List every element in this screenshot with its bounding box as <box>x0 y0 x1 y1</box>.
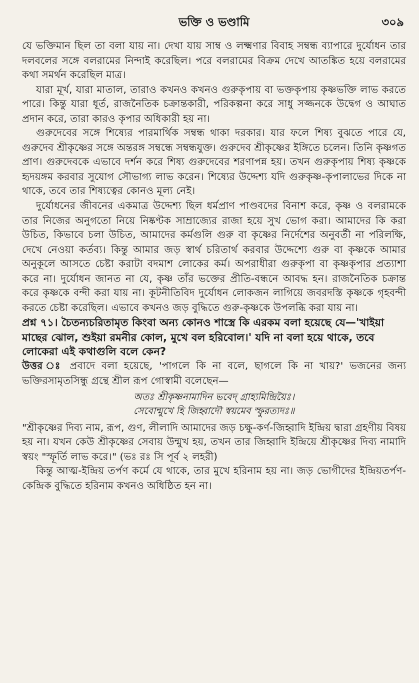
paragraph-1: যে ভক্তিমান ছিল তা বলা যায় না। দেখা যায় সাম্ব ও লক্ষ্মণার বিবাহ সম্বন্ধ ব্যাপারে দুর্যোধন তার দলবলের সঙ্গে বলরামের নিন্দাই করেছিল। পরে বলরামের বিক্রম দেখে আতঙ্কিত হয়ে বলরামের কথা সমর্থন করেছিল মাত্র। <box>22 41 406 82</box>
paragraph-3: গুরুদেবের সঙ্গে শিষ্যের পারমার্থিক সম্বন্ধ থাকা দরকার। যার ফলে শিষ্য বুঝতে পারে যে, গুরুদেব শ্রীকৃষ্ণের সঙ্গে অন্তরঙ্গ সম্বন্ধে সম্বন্ধযুক্ত। গুরুদেব শ্রীকৃষ্ণের ইঙ্গিতে চলেন। তিনি কৃষ্ণগত প্রাণ। গুরুদেবকে এভাবে দর্শন করে শিষ্য গুরুদেবের শরণাপন্ন হয়। তখন গুরুকৃপায় শিষ্য কৃষ্ণকে হৃদয়ঙ্গম করবার সুযোগ সৌভাগ্য লাভ করেন। শিষ্যের উদ্দেশ্য যদি গুরুকৃষ্ণ-কৃপালাভের দিকে না থাকে, তবে তার শিষ্যত্বের কোনও মূল্য নেই। <box>22 128 406 198</box>
page-body <box>22 40 406 494</box>
verse-explanation: "শ্রীকৃষ্ণের দিব্য নাম, রূপ, গুণ, লীলাদি আমাদের জড় চক্ষু-কর্ণ-জিহ্বাদি ইন্দ্রিয় দ্বারা গ্রহণীয় বিষয় হয় না। যখন কেউ শ্রীকৃষ্ণের সেবায় উন্মুখ হয়, তখন তার জিহ্বাদি ইন্দ্রিয়ে শ্রীকৃষ্ণের দিব্য নামাদি স্বয়ং "স্ফূর্তি লাভ করে।" (ভঃ রঃ সি পূর্ব ২ লহরী) <box>22 422 406 463</box>
answer-text: প্রবাদে বলা হয়েছে, 'পাগলে কি না বলে, ছাগলে কি না খায়?' ভজনের জন্য ভক্তিরসামৃতসিন্ধু গ্রন্থে শ্রীল রূপ গোস্বামী বলেছেন— <box>22 361 406 387</box>
page-number: ৩০৯ <box>381 15 404 29</box>
page-header <box>22 14 406 32</box>
verse-line-2: সেবোন্মুখে হি জিহ্বাদৌ স্বয়মেব স্ফুরত্যদঃ॥ <box>133 406 295 418</box>
answer-paragraph <box>22 360 406 389</box>
running-title: ভক্তি ও ভণ্ডামি <box>178 15 250 29</box>
paragraph-4: দুর্যোধনের জীবনের একমাত্র উদ্দেশ্য ছিল ধর্মপ্রাণ পাণ্ডবদের বিনাশ করে, কৃষ্ণ ও বলরামকে তার নিজের অনুগতো নিয়ে নিষ্কণ্টক সাম্রাজ্যের রাজা হয়ে সুখ ভোগ করা। আমাদের কি করা উচিত, কিভাবে চলা উচিত, আমাদের কর্মগুলি গুরু বা কৃষ্ণের নির্দেশের অনুবর্তী না পরিলক্ষি, দেখে নেওয়া কর্তব্য। কিন্তু আমার জড় স্বার্থ চরিতার্থ করবার উদ্দেশ্যে গুরু বা কৃষ্ণকে আমার অনুকূলে আসতে চেষ্টা করাটা বদমাশ লোকের কর্ম। অপরাধীরা গুরুকৃপা বা কৃষ্ণকৃপার প্রত্যাশা করে না। দুর্যোধন জানত না যে, কৃষ্ণ তাঁর ভক্তের প্রীতি-বন্ধনে আবদ্ধ হন। রাজনৈতিক চক্রান্ত করে কৃষ্ণকে বন্দী করা যায় না। কূটনীতিবিদ দুর্যোধন লোকজন লাগিয়ে জবরদস্তি কৃষ্ণকে গৃহবন্দী করতে চেষ্টা করেছিল। এভাবে কখনও জড় বুদ্ধিতে গুরু-কৃষ্ণকে উপলব্ধি করা যায় না। <box>22 201 406 314</box>
answer-label: উত্তর ঃ <box>22 361 64 373</box>
question-71: প্রশ্ন ৭১। চৈতন্যচরিতামৃত কিংবা অন্য কোনও শাস্ত্রে কি এরকম বলা হয়েছে যে—'খাইয়া মাছের ঝোল, শুইয়া রমনীর কোল, মুখে বল হরিবোল।' যদি না বলা হয়ে থাকে, তবে লোকেরা এই কথাগুলি বলে কেন? <box>22 317 385 359</box>
paragraph-2: যারা মূর্খ, যারা মাতাল, তারাও কখনও কখনও গুরুকৃপায় বা ভক্তকৃপায় কৃষ্ণভক্তি লাভ করতে পারে। কিন্তু যারা ধূর্ত, রাজনৈতিক চক্রান্তকারী, পরিকল্পনা করে সাধু সজ্জনকে উদ্বেগ ও আঘাত প্রদান করে, তারা কারও কৃপার অধিকারী হয় না। <box>22 84 406 125</box>
verse-line-1: অতঃ শ্রীকৃষ্ণনামাদিন ভবেদ্ গ্রাহ্যমিন্দ্রিয়ৈঃ। <box>133 392 295 404</box>
closing-paragraph: কিন্তু আত্ম-ইন্দ্রিয় তর্পণ কর্মে যে থাকে, তার মুখে হরিনাম হয় না। জড় ভোগীদের ইন্দ্রিয়তর্পণ-কেন্দ্রিক বুদ্ধিতে হরিনাম কখনও অধিষ্ঠিত হন না। <box>22 466 406 492</box>
